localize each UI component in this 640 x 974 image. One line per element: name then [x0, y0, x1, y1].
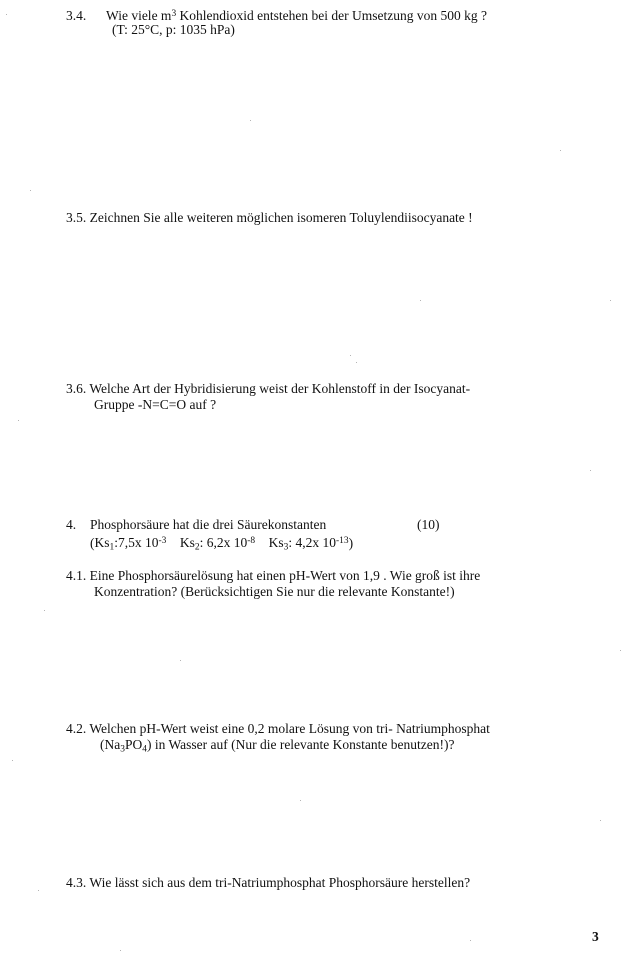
question-4-points: (10) — [417, 517, 440, 532]
question-text: Welchen pH-Wert weist eine 0,2 molare Lösung von tri- Natriumphosphat — [89, 721, 490, 736]
question-3-6-line-2: Gruppe -N=C=O auf ? — [94, 397, 217, 412]
question-4-1-line-2: Konzentration? (Berücksichtigen Sie nur die relevante Konstante!) — [94, 584, 455, 599]
question-4-1-line-1 — [66, 568, 480, 584]
question-number: 4.2. — [66, 721, 87, 736]
question-4-2-line-1 — [66, 721, 490, 737]
ks3: $Ks_3$: 4,2x $10^{-13}$ — [268, 535, 349, 553]
question-text: Zeichnen Sie alle weiteren möglichen isomeren Toluylendiisocyanate ! — [89, 210, 473, 225]
question-text: Phosphorsäure hat die drei Säurekonstanten — [90, 517, 327, 532]
question-3-6-line-1 — [66, 381, 470, 397]
question-3-4-conditions: (T: 25°C, p: 1035 hPa) — [112, 22, 235, 37]
question-4-line-1 — [66, 517, 326, 533]
question-number: 4.1. — [66, 568, 87, 583]
question-3-5-line — [66, 210, 473, 226]
ks1: $Ks_1:7,5x$ $10^{-3}$ — [94, 535, 167, 553]
question-4-3-line — [66, 875, 470, 891]
question-text: Wie lässt sich aus dem tri-Natriumphosphat Phosphorsäure herstellen? — [89, 875, 471, 890]
question-4-2-line-2: $(Na_3PO_4)$ in Wasser auf (Nur die relevante Konstante benutzen!)? — [100, 737, 455, 755]
page-number: 3 — [592, 929, 599, 944]
question-text: Welche Art der Hybridisierung weist der Kohlenstoff in der Isocyanat- — [89, 381, 471, 396]
question-number: 4.3. — [66, 875, 87, 890]
ks2: $Ks_2$: 6,2x $10^{-8}$ — [179, 535, 256, 553]
question-number: 3.6. — [66, 381, 87, 396]
question-text: Wie viele $m^3$ Kohlendioxid entstehen bei der Umsetzung von 500 kg ? — [106, 8, 487, 24]
question-number: 3.5. — [66, 210, 87, 225]
question-number: 4. — [66, 517, 77, 532]
question-number: 3.4. — [66, 8, 87, 24]
acid-constants: ($Ks_1:7,5x$ $10^{-3}$ $Ks_2$: 6,2x $10^{-8}$ $Ks_3$: 4,2x $10^{-13}$) — [90, 535, 354, 553]
question-text: Eine Phosphorsäurelösung hat einen pH-Wert von 1,9 . Wie groß ist ihre — [89, 568, 481, 583]
